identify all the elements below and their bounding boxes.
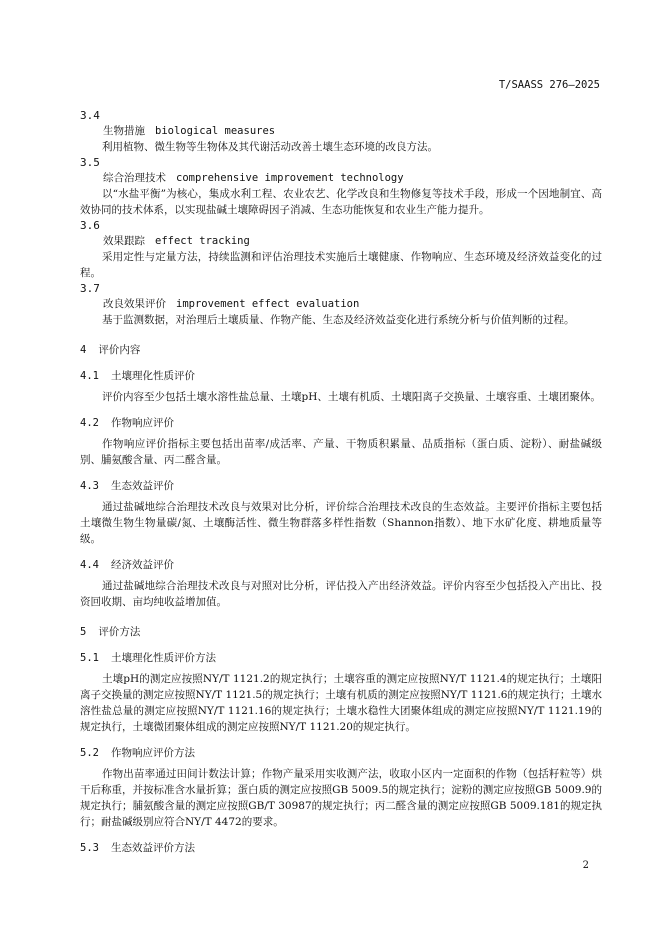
subsection-number: 4.4: [80, 559, 99, 571]
term-cn: 生物措施: [103, 125, 145, 137]
section-title: 评价方法: [98, 626, 141, 638]
term-en: effect tracking: [155, 235, 250, 247]
term-title: [103, 233, 602, 249]
term-en: comprehensive improvement technology: [176, 172, 404, 184]
subsection-heading: [80, 745, 602, 761]
term-cn: 改良效果评价: [103, 298, 166, 310]
term-entry: [80, 218, 602, 281]
subsection-heading: [80, 840, 602, 856]
term-title: [103, 123, 602, 139]
subsection-heading: [80, 368, 602, 384]
section-heading: [80, 342, 602, 358]
subsection-heading: [80, 478, 602, 494]
term-cn: 综合治理技术: [103, 172, 166, 184]
term-cn: 效果跟踪: [103, 235, 145, 247]
term-definition: 利用植物、微生物等生物体及其代谢活动改善土壤生态环境的改良方法。: [102, 141, 438, 153]
subsection-number: 4.2: [80, 417, 99, 429]
term-definition: 采用定性与定量方法，持续监测和评估治理技术实施后土壤健康、作物响应、生态环境及经济效益变化的过程。: [80, 251, 602, 279]
section-heading: [80, 624, 602, 640]
term-en: biological measures: [155, 125, 276, 137]
term-entry: [80, 155, 602, 218]
document-body: [80, 108, 602, 861]
subsection-title: 作物响应评价: [110, 417, 174, 429]
paragraph: 土壤pH的测定应按照NY/T 1121.2的规定执行；土壤容重的测定应按照NY/T 1121.4的规定执行；土壤阳离子交换量的测定应按照NY/T 1121.5的规定执行；土壤有机质的测定应按照NY/T 1121.6的规定执行；土壤水溶性盐总量的测定应按照NY/T 1121.16的规定执行；土壤水稳性大团聚体组成的测定应按照NY/T 1121.19的规定执行，土壤微团聚体组成的测定应按照NY/T 1121.20的规定执行。: [80, 673, 602, 733]
subsection-number: 5.1: [80, 652, 99, 664]
term-number: 3.7: [80, 282, 100, 295]
subsection-number: 5.2: [80, 747, 99, 759]
paragraph: 评价内容至少包括土壤水溶性盐总量、土壤pH、土壤有机质、土壤阳离子交换量、土壤容重、土壤团聚体。: [102, 391, 601, 403]
term-number: 3.6: [80, 219, 100, 232]
term-definition: 基于监测数据，对治理后土壤质量、作物产能、生态及经济效益变化进行系统分析与价值判断的过程。: [102, 314, 575, 326]
section-number: 5: [80, 626, 87, 638]
term-number: 3.4: [80, 109, 100, 122]
subsection-title: 土壤理化性质评价方法: [110, 652, 216, 664]
page-number: 2: [582, 860, 589, 871]
subsection-title: 生态效益评价方法: [110, 842, 195, 854]
paragraph: 通过盐碱地综合治理技术改良与对照对比分析，评估投入产出经济效益。评价内容至少包括投入产出比、投资回收期、亩均纯收益增加值。: [80, 580, 602, 608]
subsection-title: 生态效益评价: [110, 480, 174, 492]
paragraph: 作物响应评价指标主要包括出苗率/成活率、产量、干物质积累量、品质指标（蛋白质、淀粉）、耐盐碱级别、脯氨酸含量、丙二醛含量。: [80, 438, 602, 466]
subsection-heading: [80, 650, 602, 666]
term-entry: [80, 108, 602, 155]
term-definition: 以“水盐平衡”为核心，集成水利工程、农业农艺、化学改良和生物修复等技术手段，形成一个因地制宜、高效协同的技术体系，以实现盐碱土壤障碍因子消减、生态功能恢复和农业生产能力提升。: [80, 188, 602, 216]
term-title: [103, 170, 602, 186]
subsection-number: 4.1: [80, 370, 99, 382]
section-title: 评价内容: [98, 344, 141, 356]
paragraph: 作物出苗率通过田间计数法计算；作物产量采用实收测产法，收取小区内一定面积的作物（包括籽粒等）烘干后称重，并按标准含水量折算；蛋白质的测定应按照GB 5009.5的规定执行；淀粉的测定应按照GB 5009.9的规定执行；脯氨酸含量的测定应按照GB/T 30987的规定执行；丙二醛含量的测定应按照GB 5009.181的规定执行；耐盐碱级别应符合NY/T 4472的要求。: [80, 768, 602, 828]
term-en: improvement effect evaluation: [176, 298, 360, 310]
subsection-number: 4.3: [80, 480, 99, 492]
subsection-heading: [80, 557, 602, 573]
section-number: 4: [80, 344, 87, 356]
paragraph: 通过盐碱地综合治理技术改良与效果对比分析，评价综合治理技术改良的生态效益。主要评价指标主要包括土壤微生物生物量碳/氮、土壤酶活性、微生物群落多样性指数（Shannon指数）、地下水矿化度、耕地质量等级。: [80, 501, 602, 545]
subsection-title: 作物响应评价方法: [110, 747, 195, 759]
subsection-title: 经济效益评价: [110, 559, 174, 571]
term-number: 3.5: [80, 156, 100, 169]
term-title: [103, 296, 602, 312]
standard-number: T/SAASS 276—2025: [498, 79, 600, 91]
subsection-title: 土壤理化性质评价: [110, 370, 195, 382]
term-entry: [80, 281, 602, 328]
subsection-number: 5.3: [80, 842, 99, 854]
subsection-heading: [80, 415, 602, 431]
